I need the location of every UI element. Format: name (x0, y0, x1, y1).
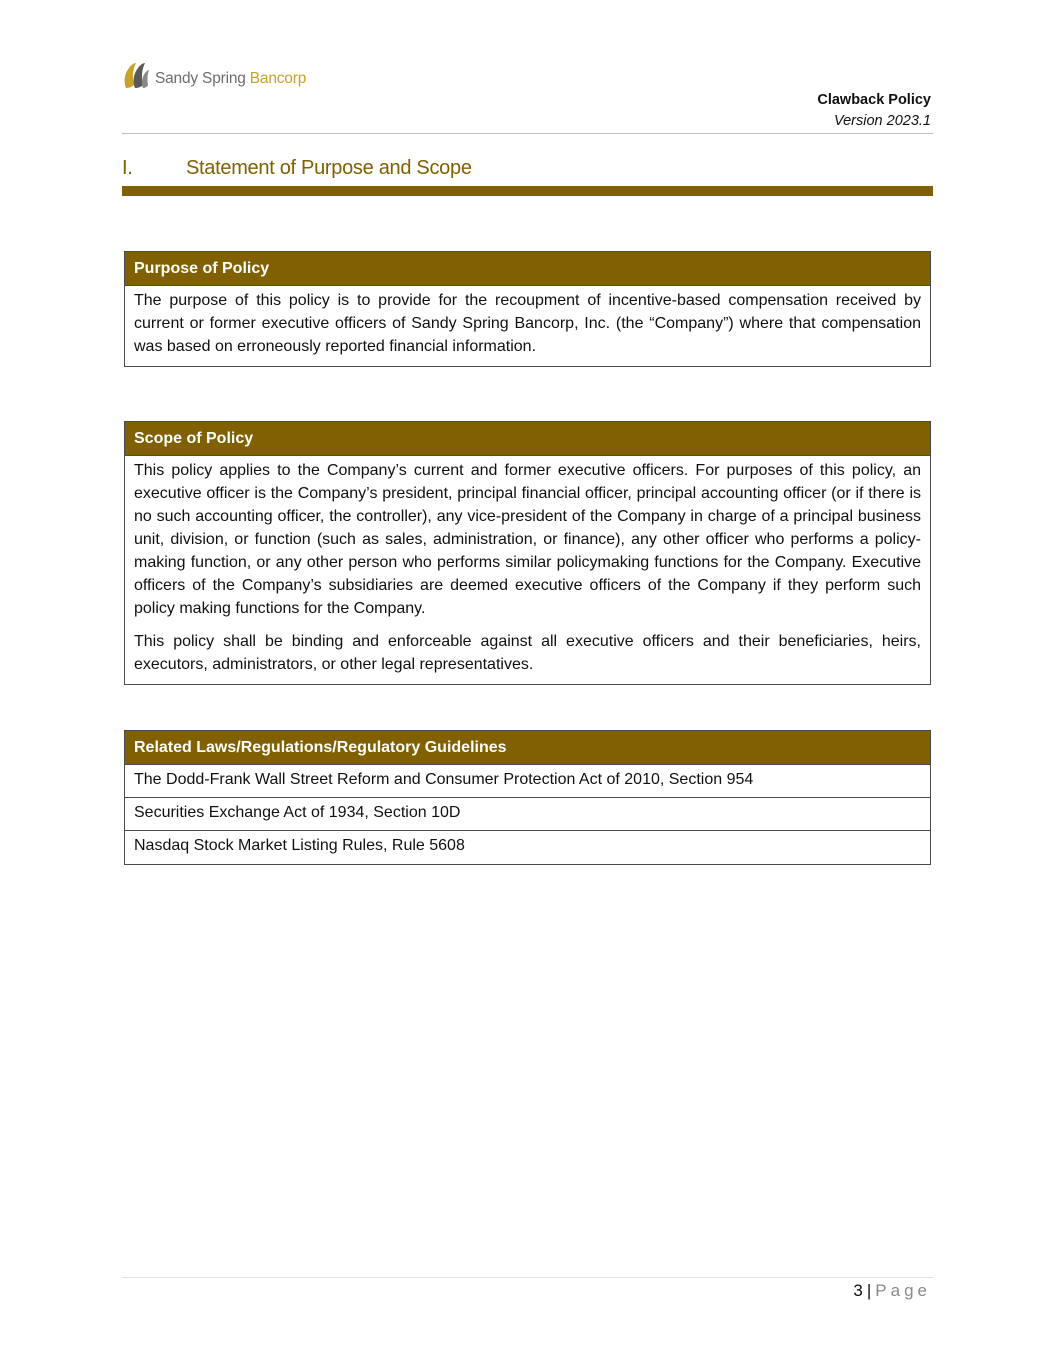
footer-separator: | (866, 1281, 872, 1300)
scope-body (125, 456, 930, 684)
section-title: Statement of Purpose and Scope (186, 157, 472, 179)
footer-divider (122, 1277, 933, 1278)
law-item: Securities Exchange Act of 1934, Section 10D (125, 798, 930, 831)
law-item: The Dodd-Frank Wall Street Reform and Consumer Protection Act of 2010, Section 954 (125, 765, 930, 798)
logo-mark-icon (122, 61, 150, 91)
scope-paragraph: This policy applies to the Company’s current and former executive officers. For purposes of this policy, an executive officer is the Company’s president, principal financial officer, principal accounting officer (or if there is no such accounting officer, the controller), any vice-president of the Company in charge of a principal business unit, division, or function (such as sales, administration, or finance), any other officer who performs a policy-making function, or any other person who performs similar policymaking functions for the Company. Executive officers of the Company’s subsidiaries are deemed executive officers of the Company if they perform such policy making functions for the Company. (134, 462, 921, 617)
laws-heading: Related Laws/Regulations/Regulatory Guidelines (125, 731, 930, 765)
header-divider (122, 133, 933, 134)
section-number: I. (122, 157, 133, 179)
law-item: Nasdaq Stock Market Listing Rules, Rule 5608 (134, 837, 465, 854)
document-version: Version 2023.1 (833, 113, 931, 129)
page-footer (853, 1281, 931, 1301)
scope-heading: Scope of Policy (125, 422, 930, 456)
company-logo (122, 60, 306, 92)
purpose-paragraph: The purpose of this policy is to provide for the recoupment of incentive-based compensation received by current or former executive officers of Sandy Spring Bancorp, Inc. (the “Company”) where that compensation was based on erroneously reported financial information. (134, 292, 921, 355)
purpose-body (125, 286, 930, 366)
laws-box (124, 730, 931, 865)
document-title: Clawback Policy (817, 92, 931, 108)
logo-name-part2: Bancorp (249, 70, 307, 87)
purpose-box (124, 251, 931, 367)
section-divider-bar (122, 186, 933, 196)
purpose-heading: Purpose of Policy (125, 252, 930, 286)
scope-box (124, 421, 931, 685)
page-number: 3 (853, 1281, 863, 1300)
section-heading (122, 157, 472, 180)
logo-name-part1: Sandy Spring (155, 70, 246, 87)
page-label: Page (875, 1281, 931, 1300)
scope-paragraph: This policy shall be binding and enforceable against all executive officers and their beneficiaries, heirs, executors, administrators, or other legal representatives. (134, 633, 921, 673)
logo-wordmark (155, 70, 306, 88)
